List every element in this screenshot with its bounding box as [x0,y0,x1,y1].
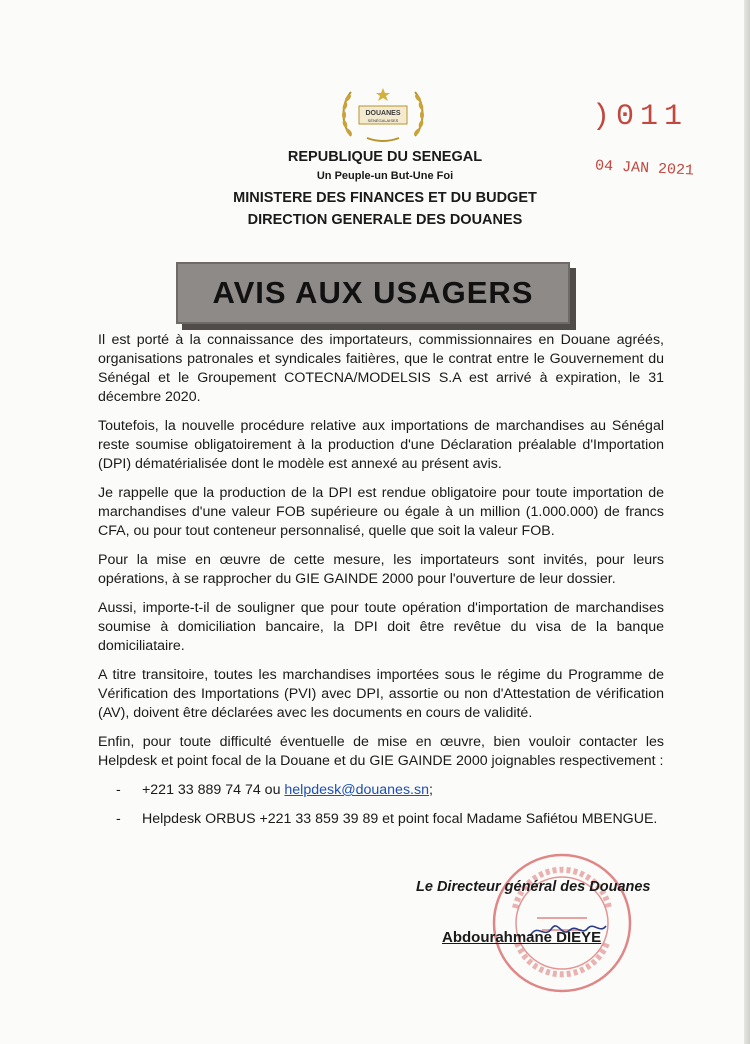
svg-text:SÉNÉGALAISES: SÉNÉGALAISES [367,118,399,123]
signatory-name: Abdourahmane DIEYE [442,929,602,946]
paragraph-1: Il est porté à la connaissance des importateurs, commissionnaires en Douane agréés, organisations patronales et syndicales faitières, que le contrat entre le Gouvernement du Sénégal et le Groupement COTECNA/MODELSIS S.A est arrivé à expiration, le 31 décembre 2020. [98,332,664,405]
paragraph-3: Je rappelle que la production de la DPI est rendue obligatoire pour toute importation de marchandises d'une valeur FOB supérieure ou égale à un million (1.000.000) de francs CFA, ou pour tout conteneur personnalisé, quelle que soit la valeur FOB. [98,485,664,539]
paragraph-2: Toutefois, la nouvelle procédure relative aux importations de marchandises au Sénégal reste soumise obligatoirement à la production d'une Déclaration préalable d'Importation (DPI) dématérialisée dont le modèle est annexé au présent avis. [98,418,664,472]
directorate-heading: DIRECTION GENERALE DES DOUANES [247,212,523,228]
paragraph-7: Enfin, pour toute difficulté éventuelle de mise en œuvre, bien vouloir contacter les Helpdesk et point focal de la Douane et du GIE GAINDE 2000 joignables respectivement : [98,734,664,769]
contact-bullet-1-text [142,781,664,800]
notice-title-banner [176,262,570,324]
signatory-title: Le Directeur général des Douanes [416,879,651,895]
helpdesk-phone: +221 33 889 74 74 ou [142,782,285,798]
country-heading: REPUBLIQUE DU SENEGAL [287,149,483,165]
bullet-1-end: ; [428,782,433,798]
reception-date-stamp: 04 JAN 2021 [594,157,695,180]
paragraph-4: Pour la mise en œuvre de cette mesure, les importateurs sont invités, pour leurs opérations, à se rapprocher du GIE GAINDE 2000 pour l'ouverture de leur dossier. [98,552,664,587]
contact-bullet-2 [98,810,664,829]
contact-bullet-2-text: Helpdesk ORBUS +221 33 859 39 89 et point focal Madame Safiétou MBENGUE. [142,811,658,827]
notice-body [98,331,664,839]
ministry-heading: MINISTERE DES FINANCES ET DU BUDGET [233,190,537,206]
bullet-dash: - [116,782,121,798]
bullet-dash: - [116,811,121,827]
contact-bullet-1 [98,781,664,800]
customs-emblem-logo [337,84,429,146]
reference-number-stamp: )011 [592,100,689,134]
paragraph-5: Aussi, importe-t-il de souligner que pour toute opération d'importation de marchandises soumise à domiciliation bancaire, la DPI doit être revêtue du visa de la banque domiciliataire. [98,600,664,654]
national-motto: Un Peuple-un But-Une Foi [316,170,454,182]
notice-title: AVIS AUX USAGERS [212,275,534,310]
helpdesk-email-link[interactable]: helpdesk@douanes.sn [284,782,429,798]
svg-text:DOUANES: DOUANES [365,110,401,117]
paragraph-6: A titre transitoire, toutes les marchandises importées sous le régime du Programme de Vérification des Importations (PVI) avec DPI, assortie ou non d'Attestation de vérification (AV), doivent être déclarées avec les documents en cours de validité. [98,667,664,721]
